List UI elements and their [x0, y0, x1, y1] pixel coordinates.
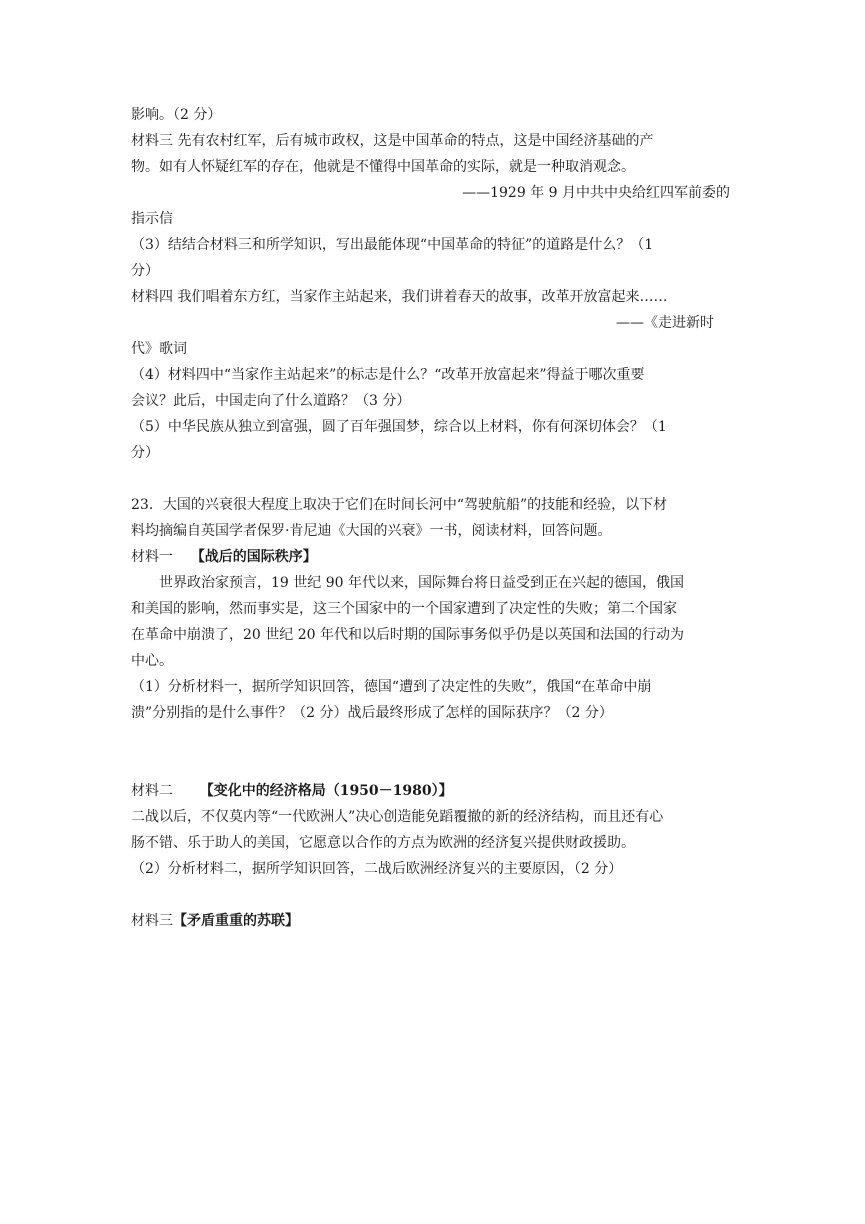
material-one-para-1: 世界政治家预言，19 世纪 90 年代以来，国际舞台将日益受到正在兴起的德国，俄国	[159, 575, 684, 591]
material-one-para-4: 中心。	[131, 653, 173, 669]
material-three-line-2: 物。如有人怀疑红军的存在，他就是不懂得中国革命的实际，就是一种取消观念。	[131, 159, 635, 175]
material-two-title: 【变化中的经济格局（1950－1980）】	[199, 783, 453, 799]
question-4-line-2: 会议？此后，中国走向了什么道路？（3 分）	[131, 393, 411, 409]
question-5-line-2: 分）	[131, 445, 159, 461]
material-two-heading	[131, 782, 453, 800]
question-3-line-1: （3）结结合材料三和所学知识，写出最能体现“中国革命的特征”的道路是什么？（1	[131, 237, 654, 253]
material-one-heading	[131, 548, 317, 566]
question-1-line-2: 溃”分别指的是什么事件？（2 分）战后最终形成了怎样的国际获序？（2 分）	[131, 705, 613, 721]
material-four-line: 材料四 我们唱着东方红，当家作主站起来，我们讲着春天的故事，改革开放富起来……	[131, 289, 668, 305]
material-two-label: 材料二	[131, 783, 200, 799]
question-23-line-1: 23．大国的兴衰很大程度上取决于它们在时间长河中“驾驶航船”的技能和经验，以下材	[131, 497, 668, 513]
song-citation: ——《走进新时	[616, 315, 714, 331]
material-one-para-3: 在革命中崩溃了，20 世纪 20 年代和以后时期的国际事务似乎仍是以英国和法国的行动为	[131, 627, 684, 643]
material-three-label: 材料三	[131, 913, 173, 929]
material-one-label: 材料一	[131, 549, 191, 565]
source-citation: ——1929 年 9 月中共中央给红四军前委的	[462, 185, 730, 201]
material-one-para-2: 和美国的影响，然而事实是，这三个国家中的一个国家遭到了决定性的失败；第二个国家	[131, 601, 677, 617]
question-2-line: （2）分析材料二，据所学知识回答，二战后欧洲经济复兴的主要原因，（2 分）	[131, 861, 623, 877]
material-two-para-1: 二战以后，不仅莫内等“一代欧洲人”决心创造能免蹈覆撤的新的经济结构，而且还有心	[131, 809, 664, 825]
material-three-title: 【矛盾重重的苏联】	[173, 913, 299, 929]
material-one-title: 【战后的国际秩序】	[190, 549, 317, 565]
question-3-line-2: 分）	[131, 263, 159, 279]
question-23-line-2: 料均摘编自英国学者保罗·肯尼迪《大国的兴衰》一书，阅读材料，回答问题。	[131, 523, 612, 539]
question-5-line-1: （5）中华民族从独立到富强，圆了百年强国梦，综合以上材料，你有何深切体会？（1	[131, 419, 667, 435]
material-two-para-2: 肠不错、乐于助人的美国，它愿意以合作的方点为欧洲的经济复兴提供财政援助。	[131, 835, 635, 851]
song-citation-cont: 代》歌词	[131, 341, 187, 357]
material-three-line-1: 材料三 先有农村红军，后有城市政权，这是中国革命的特点，这是中国经济基础的产	[131, 133, 654, 149]
source-citation-cont: 指示信	[131, 211, 173, 227]
question-1-line-1: （1）分析材料一，据所学知识回答，德国“遭到了决定性的失败”，俄国“在革命中崩	[131, 679, 652, 695]
question-4-line-1: （4）材料四中“当家作主站起来”的标志是什么？“改革开放富起来”得益于哪次重要	[131, 367, 645, 383]
material-three-heading	[131, 912, 299, 930]
text-line: 影响。（2 分）	[131, 107, 222, 123]
